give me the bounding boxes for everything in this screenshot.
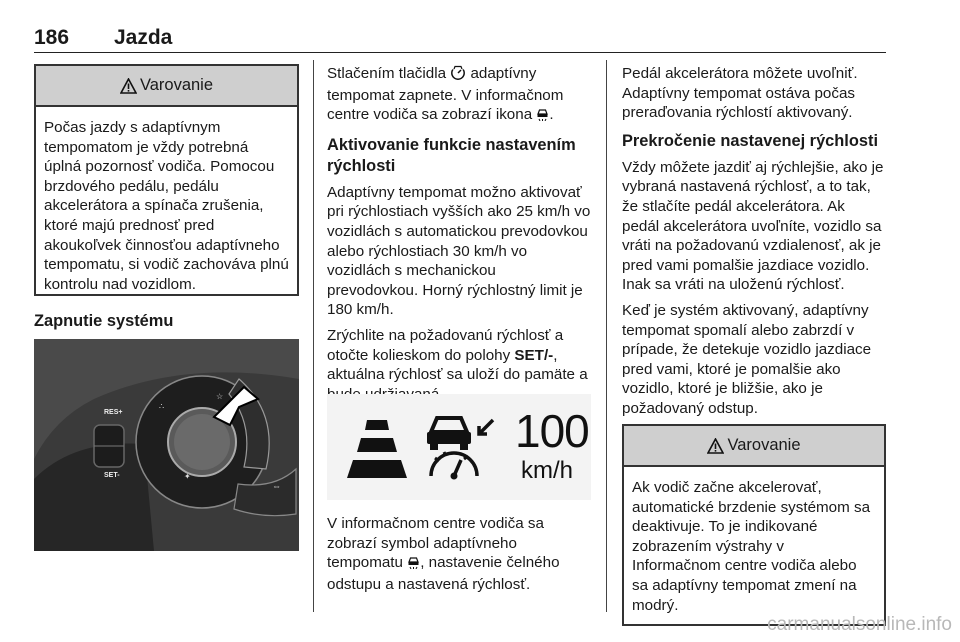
section-heading: Aktivovanie funkcie nastavením rýchlosti	[327, 135, 576, 175]
text-run: .	[549, 106, 554, 124]
warning-title: Varovanie	[727, 435, 801, 454]
svg-text:⇔: ⇔	[272, 481, 281, 491]
warning-title: Varovanie	[139, 75, 214, 94]
warning-box	[34, 64, 299, 296]
section-heading: Prekročenie nastavenej rýchlosti	[622, 131, 878, 150]
section-title: Jazda	[114, 26, 173, 49]
svg-text:✦: ✦	[184, 472, 191, 481]
text-run: Stlačením tlačidla	[327, 65, 451, 82]
car-distance-icon	[407, 555, 420, 575]
paragraph-braking: Keď je systém aktivovaný, adaptívny tempomat spomalí alebo zabrzdí v prípade, že detekuje vozidlo jazdiace pred vami, ktoré je pomalšie ako vozidlo, ktoré je bližšie, ako je požadovaný odstup.	[622, 301, 872, 417]
text-run: Zrýchlite na požadovanú rýchlosť a otočte kolieskom do polohy	[327, 326, 564, 364]
text-run: , nastavenie čelného odstupu a nastavená rýchlosť.	[327, 554, 560, 593]
warning-header	[624, 426, 884, 467]
svg-text:☆: ☆	[216, 392, 224, 401]
column-left	[34, 64, 299, 330]
column-right	[622, 64, 886, 614]
warning-text: Počas jazdy s adaptívnym tempomatom je vždy potrebná úplná pozornosť vodiča. Pomocou brzdového pedálu, pedálu akcelerátora a spínača zrušenia, ktoré majú prednosť pred akoukoľvek činnosťou adaptívneho tempomatu, si vodič zachováva plnú kontrolu nad vozidlom.	[44, 119, 289, 293]
svg-text:∴: ∴	[159, 402, 165, 411]
warning-triangle-icon	[707, 438, 724, 454]
paragraph-accelerator: Pedál akcelerátora môžete uvoľniť. Adaptívny tempomat ostáva počas preraďovania rýchlostí aktivovaný.	[622, 65, 858, 122]
set-button-label: SET-	[104, 472, 120, 479]
steering-wheel-image	[34, 339, 299, 551]
page-number: 186	[34, 26, 70, 49]
page-header	[34, 26, 886, 53]
paragraph-set	[327, 326, 591, 404]
adaptive-cruise-indicator-icon	[427, 418, 493, 480]
following-distance-icon	[347, 420, 407, 478]
text-run: , aktuálna rýchlosť sa uloží do pamäte a	[327, 346, 588, 384]
text-run: V informačnom centre vodiča sa zobrazí symbol adaptívneho tempomatu	[327, 515, 544, 572]
res-button-label: RES+	[104, 409, 123, 416]
adaptive-cruise-button-icon	[450, 65, 466, 86]
set-speed-value: 100	[515, 405, 589, 457]
warning-triangle-icon	[120, 78, 137, 94]
paragraph-display	[327, 514, 591, 594]
paragraph-activate	[327, 64, 591, 127]
speed-unit: km/h	[521, 457, 574, 484]
text-run: adaptívny tempomat zapnete. V informačnom centre vodiča sa zobrazí ikona	[327, 65, 564, 124]
set-position-label: SET/-	[514, 346, 554, 364]
cluster-display-illustration	[327, 394, 591, 500]
warning-header	[36, 66, 297, 107]
warning-box	[622, 424, 886, 626]
paragraph-overtake: Vždy môžete jazdiť aj rýchlejšie, ako je vybraná nastavená rýchlosť, a to tak, že stlačíte pedál akcelerátora. Ak pedál akcelerátora uvoľníte, vozidlo sa vráti na požadovanú vzdialenosť, ak je pred vami pomalšie jazdiace vozidlo. Inak sa vráti na uloženú rýchlosť.	[622, 158, 884, 294]
watermark: carmanualsonline.info	[767, 614, 952, 635]
warning-text: Ak vodič začne akcelerovať, automatické brzdenie systémom sa deaktivuje. To je indikované zobrazením výstrahy v Informačnom centre vodiča alebo sa adaptívny tempomat zmení na modrý.	[632, 479, 871, 614]
paragraph-speed-limits: Adaptívny tempomat možno aktivovať pri rýchlostiach vyšších ako 25 km/h vo vozidlách s automatickou prevodovkou alebo rýchlostiach 30 km/h vo vozidlách s mechanickou prevodovkou. Horný rýchlostný limit je 180 km/h.	[327, 183, 591, 319]
column-divider	[606, 60, 607, 612]
column-divider	[313, 60, 314, 612]
car-distance-icon	[536, 107, 549, 127]
section-heading: Zapnutie systému	[34, 312, 174, 330]
